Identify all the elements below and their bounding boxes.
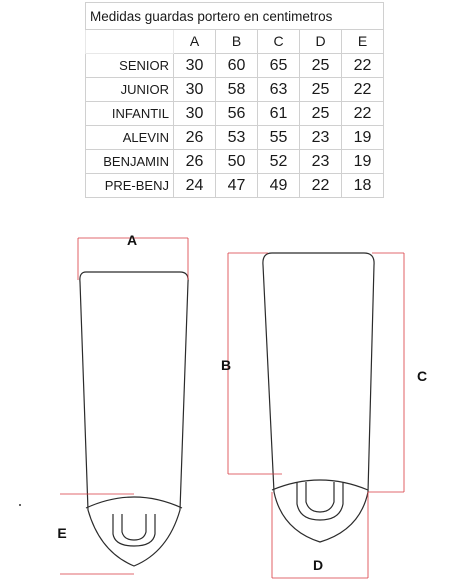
table-cell: 55 [258, 126, 300, 150]
table-cell: 25 [300, 78, 342, 102]
table-cell: 53 [216, 126, 258, 150]
table-cell: 30 [174, 54, 216, 78]
stray-dot [19, 504, 21, 506]
row-label: JUNIOR [86, 78, 174, 102]
row-label: INFANTIL [86, 102, 174, 126]
table-cell: 26 [174, 126, 216, 150]
right-guard-outline [263, 253, 374, 542]
row-label: SENIOR [86, 54, 174, 78]
table-cell: 49 [258, 174, 300, 198]
table-cell: 23 [300, 126, 342, 150]
table-cell: 19 [342, 126, 384, 150]
table-cell: 25 [300, 54, 342, 78]
table-cell: 60 [216, 54, 258, 78]
table-cell: 65 [258, 54, 300, 78]
table-cell: 18 [342, 174, 384, 198]
row-label: BENJAMIN [86, 150, 174, 174]
table-cell: 24 [174, 174, 216, 198]
label-d: D [312, 557, 324, 573]
table-cell: 61 [258, 102, 300, 126]
row-label: ALEVIN [86, 126, 174, 150]
table-cell: 30 [174, 78, 216, 102]
table-cell: 25 [300, 102, 342, 126]
table-cell: 63 [258, 78, 300, 102]
column-header-e: E [342, 30, 384, 54]
table-cell: 52 [258, 150, 300, 174]
column-header-c: C [258, 30, 300, 54]
table-cell: 47 [216, 174, 258, 198]
dimension-b [228, 253, 282, 474]
table-cell: 19 [342, 150, 384, 174]
row-label: PRE-BENJ [86, 174, 174, 198]
label-c: C [416, 368, 428, 384]
table-cell: 56 [216, 102, 258, 126]
table-cell: 22 [342, 78, 384, 102]
table-cell: 22 [342, 102, 384, 126]
table-cell: 22 [342, 54, 384, 78]
table-cell: 30 [174, 102, 216, 126]
table-cell: 58 [216, 78, 258, 102]
column-header-a: A [174, 30, 216, 54]
left-guard-outline [80, 272, 188, 566]
table-title: Medidas guardas portero en centimetros [86, 3, 384, 30]
label-b: B [220, 357, 232, 373]
label-a: A [126, 232, 138, 248]
label-e: E [57, 525, 67, 541]
table-cell: 26 [174, 150, 216, 174]
column-header-b: B [216, 30, 258, 54]
table-cell: 22 [300, 174, 342, 198]
column-header-d: D [300, 30, 342, 54]
table-cell: 50 [216, 150, 258, 174]
table-cell: 23 [300, 150, 342, 174]
